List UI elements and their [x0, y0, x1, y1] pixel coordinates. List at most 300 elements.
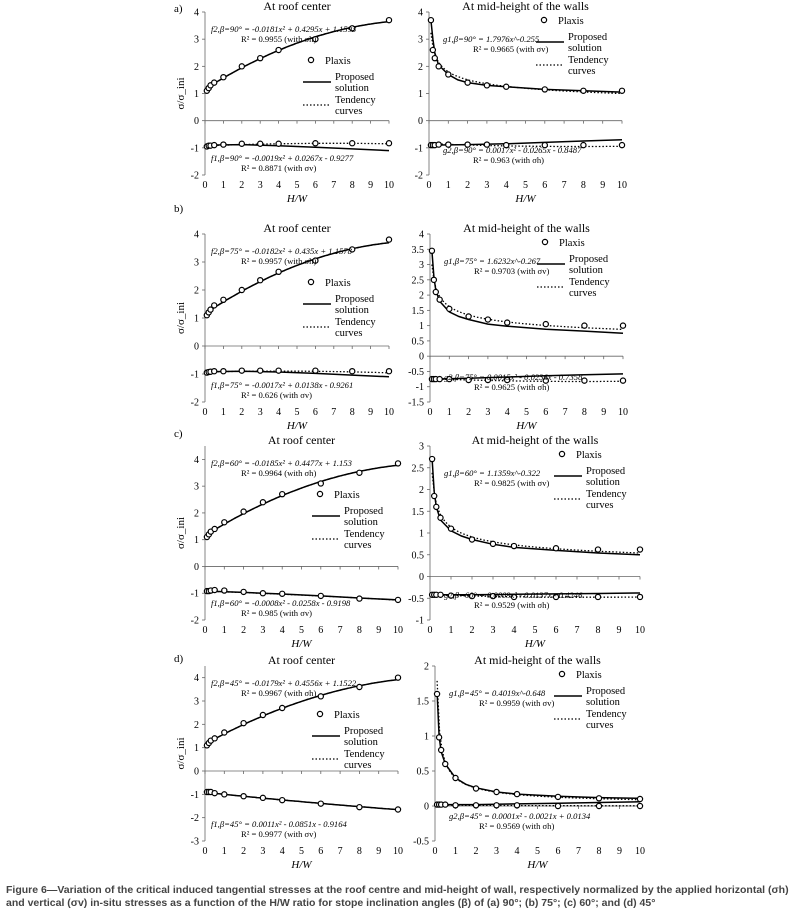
x-axis-label: H/W: [515, 193, 536, 205]
legend-tendency-label: Tendency: [569, 277, 610, 288]
y-tick-label: 1: [419, 321, 424, 333]
x-tick-label: 5: [524, 407, 529, 418]
plaxis-point: [313, 141, 318, 146]
y-tick-label: 1: [418, 89, 423, 100]
plaxis-point: [514, 792, 519, 797]
plaxis-point: [239, 368, 244, 373]
plaxis-point: [484, 83, 489, 88]
x-tick-label: 6: [318, 625, 324, 636]
y-tick-label: 3: [418, 34, 423, 46]
plaxis-point: [437, 735, 442, 740]
x-tick-label: 3: [260, 846, 266, 857]
legend-plaxis-label: Plaxis: [325, 56, 351, 67]
plaxis-point: [318, 481, 323, 486]
x-tick-label: 0: [427, 625, 433, 636]
plaxis-point: [395, 597, 400, 602]
legend-proposed-label: Proposed: [335, 294, 375, 305]
chart-panel-1: [174, 0, 394, 205]
y-tick-label: -2: [414, 170, 423, 182]
plaxis-point: [446, 72, 451, 77]
proposed-solution-curve: [207, 145, 389, 151]
plaxis-point: [439, 747, 444, 752]
legend-tendency-label: curves: [335, 106, 363, 117]
equation-label: g1,β=90° = 1.7976x^-0.255: [443, 34, 540, 44]
x-tick-label: 2: [239, 180, 245, 191]
y-axis-label: σ/σ_ini: [175, 516, 187, 550]
chart-title: At mid-height of the walls: [463, 221, 590, 235]
plaxis-point: [555, 803, 560, 808]
legend-plaxis-marker: [308, 279, 313, 284]
x-tick-label: 4: [276, 407, 282, 418]
x-tick-label: 4: [276, 180, 282, 191]
x-tick-label: 8: [356, 846, 362, 857]
x-tick-label: 10: [384, 407, 394, 418]
plaxis-point: [443, 761, 448, 766]
equation-label: f1,β=60° = -0.0008x² - 0.0258x - 0.9198: [211, 598, 351, 608]
plaxis-point: [222, 520, 227, 525]
x-tick-label: 5: [535, 846, 540, 857]
chart-title: At roof center: [267, 433, 336, 447]
x-tick-label: 4: [279, 625, 285, 636]
plaxis-point: [542, 87, 547, 92]
equation-r2: R² = 0.985 (with σv): [241, 608, 313, 618]
plaxis-point: [596, 803, 601, 808]
x-tick-label: 2: [465, 180, 471, 191]
x-tick-label: 4: [503, 180, 509, 191]
y-tick-label: 4: [194, 7, 199, 19]
equation-r2: R² = 0.9529 (with σh): [474, 600, 550, 610]
plaxis-point: [436, 64, 441, 69]
plaxis-point: [437, 297, 442, 302]
y-tick-label: 0: [419, 351, 424, 363]
plaxis-point: [437, 376, 442, 381]
plaxis-point: [241, 589, 246, 594]
plaxis-point: [318, 801, 323, 806]
equation-label: f2,β=45° = -0.0179x² + 0.4556x + 1.1522: [211, 678, 357, 688]
x-axis-label: H/W: [516, 420, 537, 432]
plaxis-point: [619, 88, 624, 93]
equation-r2: R² = 0.9977 (with σv): [241, 829, 317, 839]
plaxis-point: [595, 594, 600, 599]
y-axis-label: σ/σ_ini: [175, 737, 187, 770]
legend-proposed-label: Proposed: [569, 254, 609, 265]
equation-r2: R² = 0.626 (with σv): [241, 390, 313, 400]
y-tick-label: 3: [419, 260, 424, 272]
plaxis-point: [221, 75, 226, 80]
plaxis-point: [212, 526, 217, 531]
x-tick-label: 0: [202, 180, 208, 191]
plaxis-point: [434, 691, 439, 696]
plaxis-point: [258, 278, 263, 283]
x-tick-label: 4: [511, 625, 517, 636]
plaxis-point: [276, 269, 281, 274]
plaxis-point: [447, 306, 452, 311]
y-tick-label: -1: [190, 369, 199, 381]
panel-label: b): [174, 203, 184, 215]
x-tick-label: 5: [523, 180, 528, 191]
equation-r2: R² = 0.9825 (with σv): [474, 478, 550, 488]
plaxis-point: [473, 786, 478, 791]
legend-tendency-label: curves: [586, 720, 614, 731]
plaxis-point: [543, 322, 548, 327]
y-tick-label: 3: [194, 257, 199, 269]
x-tick-label: 3: [490, 625, 496, 636]
plaxis-point: [582, 378, 587, 383]
x-tick-label: 7: [561, 180, 567, 191]
y-tick-label: 3.5: [411, 244, 424, 256]
plaxis-point: [395, 807, 400, 812]
plaxis-point: [280, 591, 285, 596]
x-tick-label: 8: [581, 407, 587, 418]
legend-tendency-label: curves: [335, 328, 363, 339]
x-tick-label: 6: [312, 180, 318, 191]
plaxis-point: [212, 369, 217, 374]
legend-proposed-label: solution: [568, 43, 602, 54]
y-tick-label: 1: [424, 731, 429, 743]
plaxis-point: [582, 323, 587, 328]
y-tick-label: -1: [190, 143, 199, 155]
plaxis-point: [239, 141, 244, 146]
plaxis-point: [504, 84, 509, 89]
plaxis-point: [438, 515, 443, 520]
equation-label: f2,β=90° = -0.0181x² + 0.4295x + 1.1593: [211, 24, 357, 34]
plaxis-point: [221, 369, 226, 374]
x-tick-label: 1: [445, 180, 451, 191]
x-tick-label: 8: [356, 625, 362, 636]
legend-tendency-label: curves: [344, 760, 372, 771]
x-tick-label: 2: [241, 625, 247, 636]
plaxis-point: [469, 537, 474, 542]
x-axis-label: H/W: [291, 638, 312, 650]
legend-plaxis-label: Plaxis: [325, 278, 351, 289]
y-tick-label: 0: [194, 766, 199, 778]
figure-caption: Figure 6—Variation of the critical induced tangential stresses at the roof centre and mid-height of wall, respectively normalized by the applied horizontal (σh) and vertical (σv) in-situ stresses as a function of the H/W ratio for stope inclination angles (β) of (a) 90°; (b) 75°; (c) 60°; and (d) 45°: [6, 884, 789, 909]
chart-panel-8: [413, 653, 645, 870]
x-tick-label: 6: [312, 407, 318, 418]
y-tick-label: -1: [190, 789, 199, 801]
equation-r2: R² = 0.8871 (with σv): [241, 163, 317, 173]
y-tick-label: -0.5: [413, 836, 429, 848]
x-tick-label: 8: [349, 407, 355, 418]
x-tick-label: 3: [257, 407, 263, 418]
plaxis-point: [276, 47, 281, 52]
plaxis-point: [453, 803, 458, 808]
y-tick-label: 0.5: [411, 336, 424, 348]
x-tick-label: 4: [514, 846, 520, 857]
x-tick-label: 7: [331, 407, 337, 418]
x-tick-label: 6: [555, 846, 561, 857]
legend-proposed-label: Proposed: [344, 726, 384, 737]
y-tick-label: 1: [194, 313, 199, 325]
equation-label: f1,β=45° = 0.0011x² - 0.0851x - 0.9164: [211, 819, 347, 829]
legend-tendency-label: curves: [569, 288, 597, 299]
plaxis-point: [212, 587, 217, 592]
plaxis-point: [453, 775, 458, 780]
x-tick-label: 1: [446, 407, 452, 418]
panel-label: c): [174, 428, 183, 440]
equation-label: f2,β=60° = -0.0185x² + 0.4477x + 1.153: [211, 458, 352, 468]
equation-label: f1,β=90° = -0.0019x² + 0.0267x - 0.9277: [211, 153, 354, 163]
plaxis-point: [432, 56, 437, 61]
legend-plaxis-marker: [559, 671, 564, 676]
chart-panel-5: [174, 428, 403, 650]
legend-tendency-label: Tendency: [335, 317, 376, 328]
plaxis-point: [434, 504, 439, 509]
y-tick-label: 1: [194, 743, 199, 755]
plaxis-point: [212, 143, 217, 148]
legend-tendency-label: Tendency: [586, 489, 627, 500]
equation-r2: R² = 0.9665 (with σv): [473, 44, 549, 54]
y-tick-label: 2.5: [411, 275, 424, 287]
y-tick-label: 4: [194, 454, 199, 466]
equation-label: g2,β=60° = 0.0009x² - 0.0137x - 0.4246: [444, 590, 583, 600]
plaxis-point: [429, 248, 434, 253]
x-axis-label: H/W: [286, 193, 308, 205]
plaxis-point: [438, 592, 443, 597]
y-tick-label: 0.5: [416, 766, 429, 778]
x-tick-label: 2: [473, 846, 479, 857]
plaxis-point: [466, 314, 471, 319]
plaxis-point: [357, 805, 362, 810]
legend-tendency-label: Tendency: [344, 749, 385, 760]
legend-plaxis-marker: [317, 711, 322, 716]
proposed-solution-curve: [437, 802, 640, 805]
plaxis-point: [280, 705, 285, 710]
plaxis-point: [432, 493, 437, 498]
x-tick-label: 1: [220, 180, 226, 191]
x-tick-label: 0: [426, 180, 432, 191]
legend-plaxis-label: Plaxis: [576, 670, 602, 681]
plaxis-point: [280, 492, 285, 497]
plaxis-point: [222, 792, 227, 797]
plaxis-point: [386, 237, 391, 242]
plaxis-point: [637, 594, 642, 599]
legend-plaxis-label: Plaxis: [559, 238, 585, 249]
plaxis-point: [318, 694, 323, 699]
x-tick-label: 5: [294, 180, 300, 191]
plaxis-point: [258, 56, 263, 61]
equation-r2: R² = 0.9957 (with σh): [241, 256, 317, 266]
y-tick-label: -2: [190, 170, 199, 182]
plaxis-point: [395, 675, 400, 680]
legend-proposed-label: Proposed: [344, 506, 384, 517]
x-tick-label: 8: [580, 180, 586, 191]
equation-r2: R² = 0.9959 (with σv): [479, 698, 555, 708]
plaxis-point: [555, 794, 560, 799]
equation-label: f1,β=75° = -0.0017x² + 0.0138x - 0.9261: [211, 380, 354, 390]
y-tick-label: 2: [418, 61, 423, 73]
legend-proposed-label: Proposed: [335, 72, 375, 83]
plaxis-point: [222, 588, 227, 593]
plaxis-point: [212, 80, 217, 85]
plaxis-point: [241, 721, 246, 726]
y-tick-label: 3: [194, 696, 199, 708]
y-tick-label: -0.5: [408, 593, 424, 605]
plaxis-point: [448, 526, 453, 531]
equation-label: g1,β=75° = 1.6232x^-0.267: [444, 256, 541, 266]
plaxis-point: [443, 802, 448, 807]
x-tick-label: 0: [202, 407, 208, 418]
x-axis-label: H/W: [527, 859, 548, 870]
x-axis-label: H/W: [524, 638, 546, 650]
chart-panel-2: [415, 0, 627, 205]
y-tick-label: 2: [194, 285, 199, 297]
plaxis-point: [596, 796, 601, 801]
plaxis-point: [428, 18, 433, 23]
legend-tendency-label: Tendency: [344, 529, 385, 540]
x-tick-label: 9: [376, 846, 382, 857]
x-tick-label: 1: [221, 846, 227, 857]
x-tick-label: 9: [616, 625, 622, 636]
chart-panel-3: [174, 203, 394, 432]
plaxis-point: [620, 323, 625, 328]
x-tick-label: 3: [485, 407, 491, 418]
plaxis-point: [505, 320, 510, 325]
y-tick-label: -0.5: [408, 366, 424, 378]
plaxis-point: [581, 143, 586, 148]
legend-proposed-label: solution: [344, 737, 378, 748]
y-tick-label: -1: [190, 588, 199, 600]
panel-label: d): [174, 653, 184, 665]
x-tick-label: 3: [484, 180, 490, 191]
x-tick-label: 7: [576, 846, 581, 857]
plaxis-point: [260, 500, 265, 505]
y-tick-label: 0: [194, 561, 199, 573]
plaxis-point: [637, 547, 642, 552]
y-tick-label: 0: [418, 116, 423, 128]
equation-label: g2,β=75° = 0.0015x² - 0.0236x - 0.7358: [444, 372, 583, 382]
y-tick-label: 1.5: [411, 305, 424, 317]
legend-proposed-label: solution: [335, 83, 369, 94]
x-tick-label: 5: [299, 846, 304, 857]
x-tick-label: 8: [595, 625, 601, 636]
plaxis-point: [357, 470, 362, 475]
equation-label: g1,β=60° = 1.1359x^-0.322: [444, 468, 541, 478]
x-tick-label: 10: [617, 180, 627, 191]
x-tick-label: 0: [202, 625, 208, 636]
y-tick-label: -3: [190, 836, 199, 848]
x-tick-label: 5: [299, 625, 304, 636]
x-tick-label: 2: [239, 407, 245, 418]
equation-r2: R² = 0.9703 (with σv): [474, 266, 550, 276]
y-tick-label: 0.5: [411, 550, 424, 562]
y-tick-label: 1: [194, 89, 199, 100]
y-axis-label: σ/σ_ini: [175, 301, 187, 335]
chart-panel-7: [174, 653, 403, 870]
x-tick-label: 9: [601, 407, 607, 418]
legend-proposed-label: solution: [344, 517, 378, 528]
plaxis-point: [260, 591, 265, 596]
legend-plaxis-label: Plaxis: [334, 710, 360, 721]
plaxis-point: [553, 546, 558, 551]
plaxis-point: [350, 369, 355, 374]
x-tick-label: 2: [466, 407, 472, 418]
plaxis-point: [313, 368, 318, 373]
plaxis-point: [212, 736, 217, 741]
y-tick-label: -2: [190, 615, 199, 627]
x-tick-label: 9: [617, 846, 622, 857]
x-tick-label: 7: [562, 407, 568, 418]
plaxis-point: [258, 368, 263, 373]
plaxis-point: [581, 88, 586, 93]
y-tick-label: 3: [419, 441, 424, 453]
plaxis-point: [357, 596, 362, 601]
y-tick-label: 0: [419, 572, 424, 583]
equation-r2: R² = 0.9625 (with σh): [474, 382, 550, 392]
x-axis-label: H/W: [286, 420, 308, 432]
y-tick-label: -1: [414, 143, 423, 155]
legend-plaxis-marker: [541, 17, 546, 22]
plaxis-point: [350, 141, 355, 146]
chart-panel-6: [408, 433, 645, 650]
legend-plaxis-marker: [317, 491, 322, 496]
x-tick-label: 1: [453, 846, 458, 857]
plaxis-point: [386, 369, 391, 374]
x-tick-label: 3: [260, 625, 266, 636]
x-tick-label: 6: [543, 407, 549, 418]
y-tick-label: 4: [194, 673, 199, 685]
y-tick-label: 4: [418, 7, 423, 19]
plaxis-point: [430, 456, 435, 461]
y-tick-label: 2: [194, 508, 199, 520]
legend-plaxis-label: Plaxis: [334, 490, 360, 501]
plaxis-point: [430, 47, 435, 52]
equation-r2: R² = 0.9569 (with σh): [479, 821, 555, 831]
legend-tendency-label: Tendency: [568, 55, 609, 66]
x-tick-label: 6: [542, 180, 548, 191]
chart-title: At mid-height of the walls: [462, 0, 589, 13]
x-tick-label: 0: [202, 846, 208, 857]
x-tick-label: 7: [337, 625, 343, 636]
x-tick-label: 4: [279, 846, 285, 857]
x-tick-label: 8: [349, 180, 355, 191]
y-tick-label: 2: [194, 61, 199, 73]
plaxis-point: [386, 141, 391, 146]
plaxis-point: [637, 796, 642, 801]
y-tick-label: -1: [415, 615, 424, 627]
plaxis-point: [433, 289, 438, 294]
y-tick-label: 1.5: [411, 506, 424, 518]
x-tick-label: 0: [427, 407, 433, 418]
x-tick-label: 10: [635, 846, 645, 857]
y-tick-label: -2: [190, 397, 199, 409]
x-tick-label: 2: [469, 625, 475, 636]
plaxis-point: [239, 64, 244, 69]
chart-panel-4: [408, 221, 628, 432]
x-tick-label: 4: [504, 407, 510, 418]
x-tick-label: 1: [220, 407, 226, 418]
x-tick-label: 10: [393, 846, 403, 857]
legend-tendency-label: Tendency: [586, 709, 627, 720]
legend-tendency-label: curves: [344, 540, 372, 551]
x-tick-label: 9: [600, 180, 606, 191]
y-tick-label: 1: [194, 535, 199, 547]
legend-proposed-label: solution: [569, 265, 603, 276]
plaxis-point: [619, 143, 624, 148]
y-tick-label: 1: [419, 528, 424, 540]
x-tick-label: 8: [596, 846, 602, 857]
plaxis-point: [212, 791, 217, 796]
y-tick-label: 4: [194, 229, 199, 241]
chart-title: At mid-height of the walls: [471, 433, 599, 447]
legend-plaxis-label: Plaxis: [576, 450, 602, 461]
x-tick-label: 7: [574, 625, 580, 636]
plaxis-point: [276, 368, 281, 373]
plaxis-point: [239, 287, 244, 292]
x-tick-label: 2: [241, 846, 247, 857]
x-tick-label: 5: [294, 407, 300, 418]
legend-tendency-label: curves: [586, 500, 614, 511]
